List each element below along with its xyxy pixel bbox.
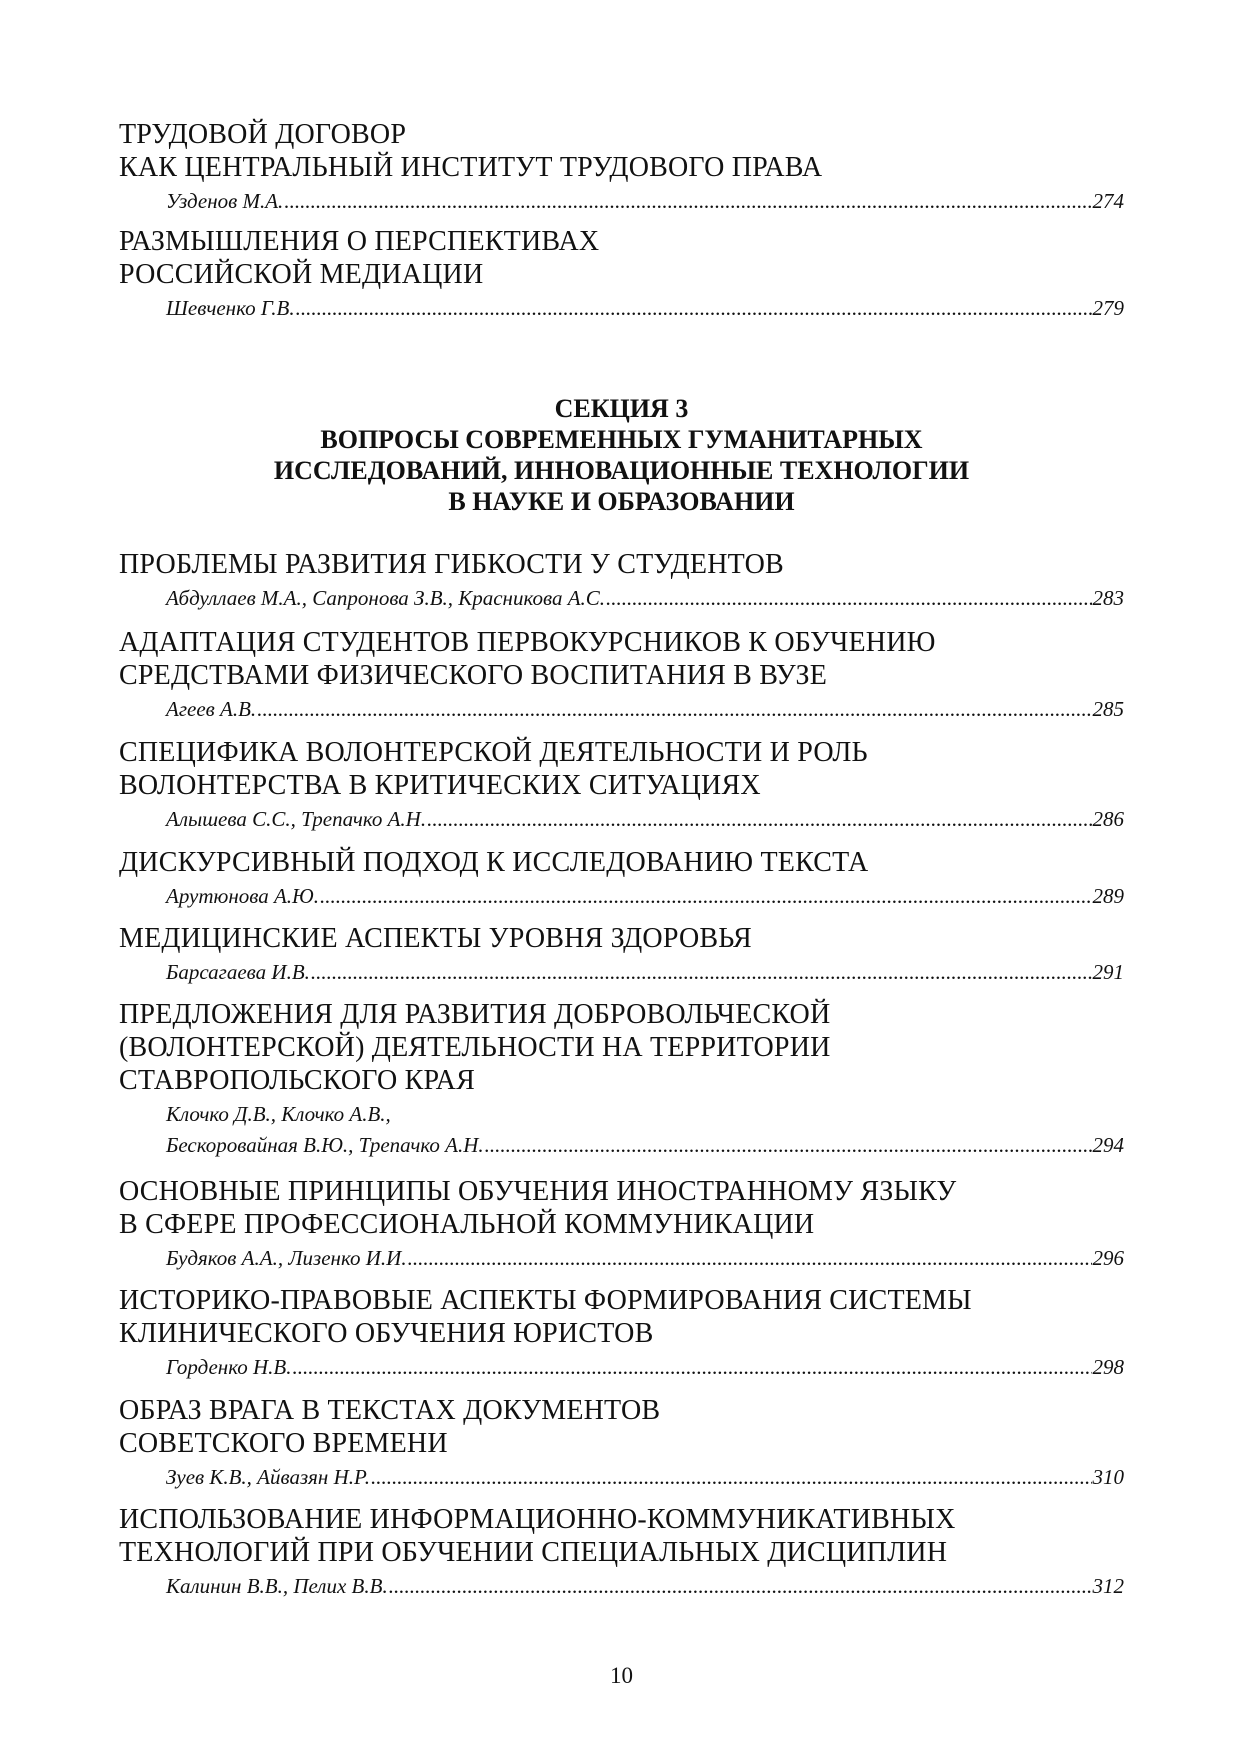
leader-dots	[311, 959, 1092, 986]
entry-title-line: ИСПОЛЬЗОВАНИЕ ИНФОРМАЦИОННО-КОММУНИКАТИВНЫХ	[119, 1504, 956, 1535]
toc-entry	[119, 118, 1124, 215]
entry-page: 294	[1092, 1133, 1124, 1157]
leader-dots	[320, 883, 1092, 910]
entry-title-line: РОССИЙСКОЙ МЕДИАЦИИ	[119, 259, 484, 290]
entry-page: 298	[1092, 1355, 1124, 1379]
leader-dots	[408, 1245, 1092, 1272]
toc-entry	[119, 1503, 1124, 1600]
entry-title-line: ПРОБЛЕМЫ РАЗВИТИЯ ГИБКОСТИ У СТУДЕНТОВ	[119, 549, 784, 580]
entry-page: 310	[1092, 1465, 1124, 1489]
toc-entry	[119, 846, 1124, 910]
entry-page: 296	[1092, 1246, 1124, 1270]
entry-authors-line	[166, 959, 1124, 986]
entry-authors-line	[166, 1354, 1124, 1381]
entry-authors: Зуев К.В., Айвазян Н.Р.	[166, 1465, 370, 1489]
entry-authors-line	[166, 806, 1124, 833]
leader-dots	[257, 696, 1091, 723]
entry-authors-line	[166, 1132, 1124, 1159]
toc-entry	[119, 626, 1124, 723]
entry-authors-first: Клочко Д.В., Клочко А.В.,	[166, 1102, 391, 1126]
leader-dots	[296, 295, 1092, 322]
section-heading	[119, 393, 1124, 517]
section-title-line: В НАУКЕ И ОБРАЗОВАНИИ	[448, 487, 795, 516]
entry-authors: Арутюнова А.Ю.	[166, 884, 319, 908]
entry-title-line: СОВЕТСКОГО ВРЕМЕНИ	[119, 1428, 448, 1459]
page-number: 10	[610, 1663, 633, 1688]
entry-authors: Абдуллаев М.А., Сапронова З.В., Красникова А.С.	[166, 586, 606, 610]
leader-dots	[606, 585, 1091, 612]
entry-authors-line	[166, 295, 1124, 322]
entry-authors-line	[166, 1245, 1124, 1272]
entry-title-line: ТЕХНОЛОГИЙ ПРИ ОБУЧЕНИИ СПЕЦИАЛЬНЫХ ДИСЦИПЛИН	[119, 1537, 948, 1568]
toc-entry	[119, 1284, 1124, 1381]
toc-entry	[119, 225, 1124, 322]
section-title-line: ВОПРОСЫ СОВРЕМЕННЫХ ГУМАНИТАРНЫХ	[320, 425, 923, 454]
entry-title-line: В СФЕРЕ ПРОФЕССИОНАЛЬНОЙ КОММУНИКАЦИИ	[119, 1209, 815, 1240]
leader-dots	[389, 1573, 1092, 1600]
entry-title-line: ПРЕДЛОЖЕНИЯ ДЛЯ РАЗВИТИЯ ДОБРОВОЛЬЧЕСКОЙ	[119, 999, 831, 1030]
section-number: СЕКЦИЯ 3	[554, 394, 689, 423]
entry-title-line: ОБРАЗ ВРАГА В ТЕКСТАХ ДОКУМЕНТОВ	[119, 1395, 661, 1426]
entry-page: 312	[1092, 1574, 1124, 1598]
entry-authors: Алышева С.С., Трепачко А.Н.	[166, 807, 427, 831]
entry-title-line: ИСТОРИКО-ПРАВОВЫЕ АСПЕКТЫ ФОРМИРОВАНИЯ СИСТЕМЫ	[119, 1285, 972, 1316]
entry-page: 274	[1092, 189, 1124, 213]
leader-dots	[371, 1464, 1092, 1491]
toc-entry	[119, 548, 1124, 612]
entry-page: 286	[1092, 807, 1124, 831]
entry-title-line: КАК ЦЕНТРАЛЬНЫЙ ИНСТИТУТ ТРУДОВОГО ПРАВА	[119, 152, 823, 183]
entry-title-line: КЛИНИЧЕСКОГО ОБУЧЕНИЯ ЮРИСТОВ	[119, 1318, 654, 1349]
leader-dots	[292, 1354, 1091, 1381]
entry-title-line: АДАПТАЦИЯ СТУДЕНТОВ ПЕРВОКУРСНИКОВ К ОБУЧЕНИЮ	[119, 627, 936, 658]
entry-title-line: (ВОЛОНТЕРСКОЙ) ДЕЯТЕЛЬНОСТИ НА ТЕРРИТОРИИ	[119, 1032, 831, 1063]
entry-title-line: СПЕЦИФИКА ВОЛОНТЕРСКОЙ ДЕЯТЕЛЬНОСТИ И РОЛЬ	[119, 737, 868, 768]
entry-title-line: МЕДИЦИНСКИЕ АСПЕКТЫ УРОВНЯ ЗДОРОВЬЯ	[119, 923, 752, 954]
toc-entry	[119, 922, 1124, 986]
entry-authors: Узденов М.А.	[166, 189, 284, 213]
entry-page: 283	[1092, 586, 1124, 610]
entry-authors-line	[166, 585, 1124, 612]
entry-title-line: РАЗМЫШЛЕНИЯ О ПЕРСПЕКТИВАХ	[119, 226, 600, 257]
entry-authors-line	[166, 883, 1124, 910]
leader-dots	[427, 806, 1091, 833]
toc-entry	[119, 736, 1124, 833]
entry-authors-line	[166, 1573, 1124, 1600]
entry-title-line: СТАВРОПОЛЬСКОГО КРАЯ	[119, 1065, 475, 1096]
entry-page: 289	[1092, 884, 1124, 908]
entry-title-line: ВОЛОНТЕРСТВА В КРИТИЧЕСКИХ СИТУАЦИЯХ	[119, 770, 761, 801]
entry-authors: Барсагаева И.В.	[166, 960, 310, 984]
toc-entry	[119, 998, 1124, 1159]
entry-title-line: СРЕДСТВАМИ ФИЗИЧЕСКОГО ВОСПИТАНИЯ В ВУЗЕ	[119, 660, 828, 691]
leader-dots	[284, 188, 1091, 215]
entry-page: 279	[1092, 296, 1124, 320]
toc-entry	[119, 1175, 1124, 1272]
entry-title-line: ТРУДОВОЙ ДОГОВОР	[119, 119, 407, 150]
entry-authors: Агеев А.В.	[166, 697, 257, 721]
toc-entry	[119, 1394, 1124, 1491]
entry-authors: Бескоровайная В.Ю., Трепачко А.Н.	[166, 1133, 484, 1157]
entry-authors: Калинин В.В., Пелих В.В.	[166, 1574, 388, 1598]
entry-authors-line	[166, 696, 1124, 723]
section-title-line: ИССЛЕДОВАНИЙ, ИННОВАЦИОННЫЕ ТЕХНОЛОГИИ	[273, 456, 970, 485]
entry-authors: Горденко Н.В.	[166, 1355, 292, 1379]
entry-authors: Шевченко Г.В.	[166, 296, 295, 320]
leader-dots	[485, 1132, 1092, 1159]
entry-title-line: ОСНОВНЫЕ ПРИНЦИПЫ ОБУЧЕНИЯ ИНОСТРАННОМУ ЯЗЫКУ	[119, 1176, 957, 1207]
entry-authors-line	[166, 188, 1124, 215]
entry-authors: Будяков А.А., Лизенко И.И.	[166, 1246, 407, 1270]
entry-page: 285	[1092, 697, 1124, 721]
entry-page: 291	[1092, 960, 1124, 984]
entry-title-line: ДИСКУРСИВНЫЙ ПОДХОД К ИССЛЕДОВАНИЮ ТЕКСТА	[119, 847, 869, 878]
entry-authors-line	[166, 1464, 1124, 1491]
